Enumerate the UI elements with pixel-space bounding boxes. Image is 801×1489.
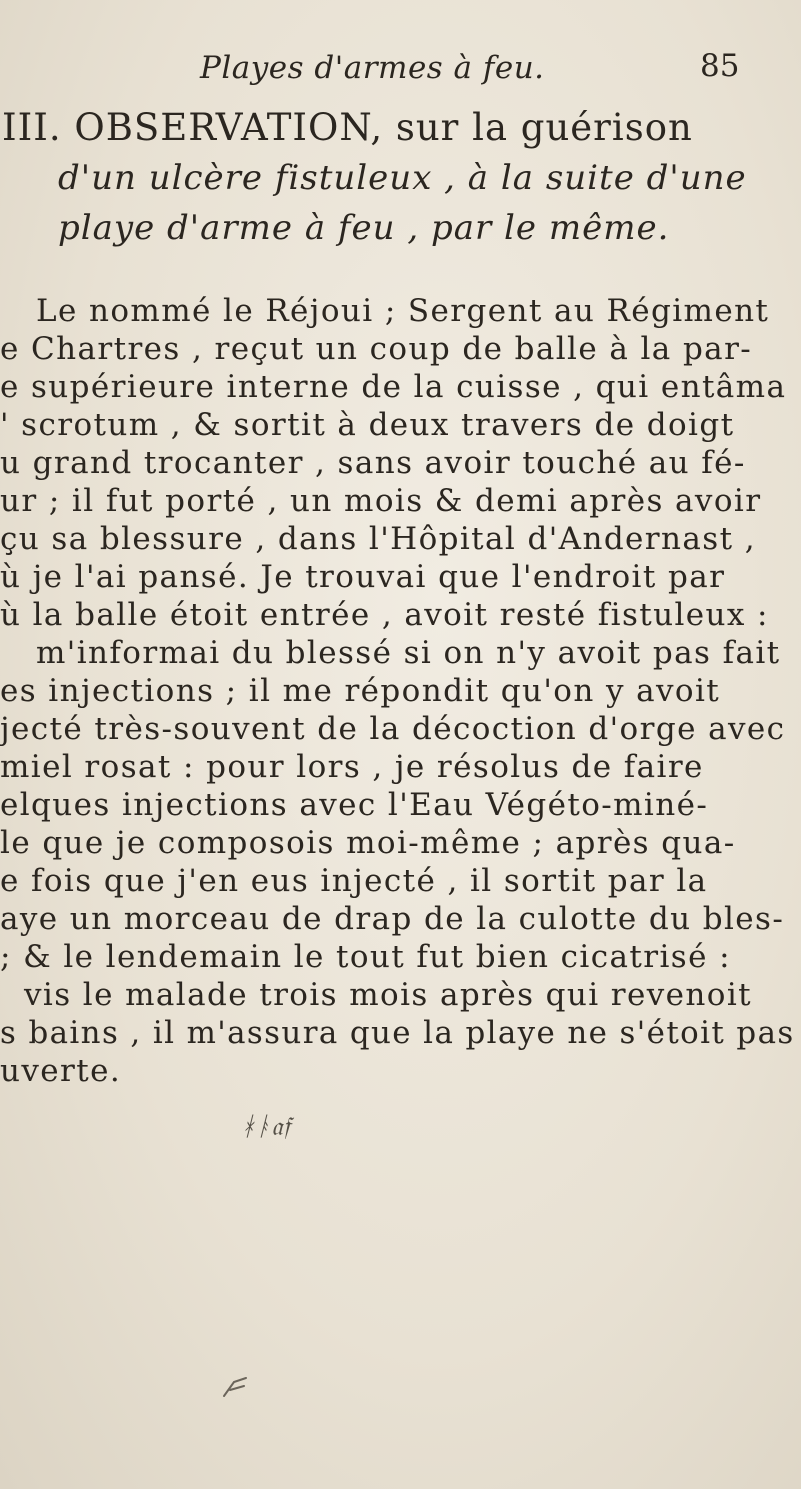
text-line: m'informai du blessé si on n'y avoit pas fait [36, 635, 781, 671]
text-line: e supérieure interne de la cuisse , qui entâma [0, 369, 787, 405]
running-head [0, 48, 801, 98]
text-line: aye un morceau de drap de la culotte du bles- [0, 901, 785, 937]
text-line: ' scrotum , & sortit à deux travers de doigt [0, 407, 735, 443]
text-line: le que je composois moi-même ; après qua- [0, 825, 736, 861]
page-number: 85 [700, 48, 740, 84]
text-line: jecté très-souvent de la décoction d'orge avec [0, 711, 786, 747]
text-line: ur ; il fut porté , un mois & demi après avoir [0, 483, 762, 519]
text-line: e Chartres , reçut un coup de balle à la par- [0, 331, 753, 367]
text-line: Le nommé le Réjoui ; Sergent au Régiment [36, 293, 770, 329]
text-line: çu sa blessure , dans l'Hôpital d'Andernast , [0, 521, 756, 557]
text-line: elques injections avec l'Eau Végéto-miné- [0, 787, 709, 823]
text-line: s bains , il m'assura que la playe ne s'étoit pas [0, 1015, 795, 1051]
heading-line: d'un ulcère fistuleux , à la suite d'une [58, 158, 747, 198]
text-line: ù la balle étoit entrée , avoit resté fistuleux : [0, 597, 769, 633]
heading-line: playe d'arme à feu , par le même. [58, 208, 670, 248]
text-line: miel rosat : pour lors , je résolus de faire [0, 749, 704, 785]
body-text [0, 292, 801, 1092]
text-line: ; & le lendemain le tout fut bien cicatrisé : [0, 939, 731, 975]
running-title: Playes d'armes à feu. [200, 50, 545, 86]
stamp-text: ᚼᚭ𝔞𝔣 [240, 1112, 291, 1142]
text-line: u grand trocanter , sans avoir touché au fé- [0, 445, 746, 481]
text-line: vis le malade trois mois après qui revenoit [24, 977, 753, 1013]
library-stamp [240, 1100, 330, 1160]
heading-line: III. OBSERVATION, sur la guérison [2, 106, 693, 149]
text-line: uverte. [0, 1053, 122, 1089]
text-line: ù je l'ai pansé. Je trouvai que l'endroit par [0, 559, 726, 595]
text-line: e fois que j'en eus injecté , il sortit par la [0, 863, 708, 899]
ink-mark-icon [220, 1372, 250, 1402]
text-line: es injections ; il me répondit qu'on y avoit [0, 673, 721, 709]
